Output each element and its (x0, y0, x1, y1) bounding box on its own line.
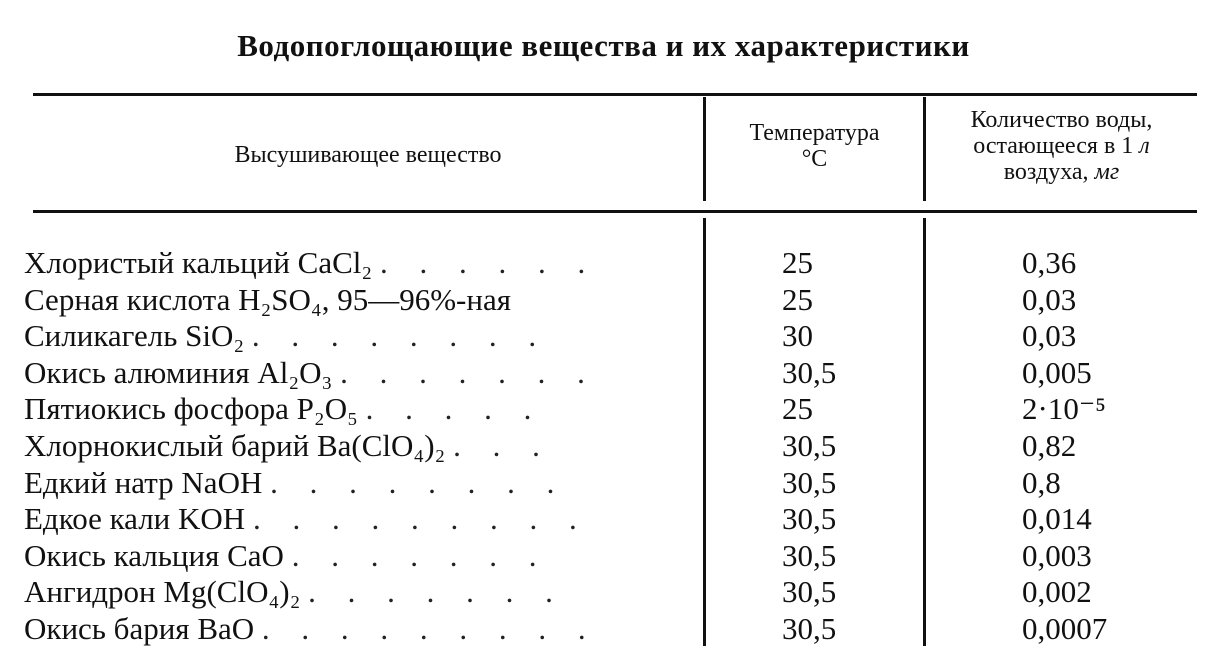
column-header-water-line2 (926, 133, 1197, 159)
column-header-substance (33, 142, 703, 168)
leader-dots: . . . . . . . . (270, 464, 567, 500)
header-bottom-rule (33, 210, 1197, 213)
column-header-temperature (706, 120, 923, 172)
substance-name: Едкое кали KOH (24, 501, 246, 537)
water-amount-cell: 0,03 (1022, 281, 1077, 317)
temperature-cell: 30,5 (782, 537, 837, 573)
substance-cell (24, 318, 674, 354)
column-header-water-line3-text: воздуха, (1003, 159, 1089, 185)
water-amount-cell: 0,014 (1022, 501, 1092, 537)
table-row (0, 355, 1207, 392)
substance-cell (24, 501, 674, 537)
table-row (0, 282, 1207, 319)
substance-name: Хлористый кальций CaCl₂ (24, 245, 373, 280)
temperature-cell: 30,5 (782, 501, 837, 537)
leader-dots: . . . . . . . (340, 354, 597, 390)
water-amount-cell: 0,82 (1022, 427, 1077, 463)
temperature-cell: 25 (782, 245, 813, 280)
table-row (0, 501, 1207, 538)
substance-cell (24, 355, 674, 391)
temperature-cell: 30,5 (782, 574, 837, 610)
column-header-water-line1: Количество воды, (970, 107, 1153, 133)
table-row (0, 574, 1207, 611)
substance-name: Окись кальция CaO (24, 537, 284, 573)
leader-dots: . . . . . . . (291, 537, 549, 573)
water-amount-cell: 0,8 (1022, 464, 1061, 500)
table-row (0, 538, 1207, 575)
leader-dots: . . . . . . . . (251, 318, 549, 354)
temperature-cell: 30,5 (782, 464, 837, 500)
substance-name: Хлорнокислый барий Ba(ClO₄)₂ (24, 427, 446, 463)
column-header-water (926, 107, 1197, 185)
temperature-cell: 25 (782, 391, 813, 427)
column-header-water-line2-text: остающееся в 1 (973, 133, 1134, 159)
substance-cell (24, 245, 674, 281)
temperature-cell: 30 (782, 318, 813, 354)
substance-name: Пятиокись фосфора P₂O₅ (24, 391, 358, 427)
table-row (0, 318, 1207, 355)
table-body (0, 245, 1207, 648)
water-amount-cell: 0,005 (1022, 354, 1092, 390)
substance-name: Ангидрон Mg(ClO₄)₂ (24, 574, 301, 610)
leader-dots: . . . (453, 427, 552, 463)
table-row (0, 465, 1207, 502)
leader-dots: . . . . . . . . . (252, 501, 589, 537)
water-amount-cell: 0,03 (1022, 318, 1077, 354)
column-header-substance-label: Высушивающее вещество (234, 142, 502, 168)
leader-dots: . . . . . . (379, 245, 598, 280)
top-rule (33, 93, 1197, 96)
table-row (0, 611, 1207, 648)
substance-name: Серная кислота H₂SO₄, 95—96%-ная (24, 281, 511, 317)
water-amount-cell: 0,36 (1022, 245, 1077, 280)
table-title: Водопоглощающие вещества и их характеристики (237, 28, 970, 63)
column-header-temperature-unit: °C (801, 146, 828, 172)
substance-cell (24, 574, 674, 610)
substance-cell (24, 465, 674, 501)
temperature-cell: 25 (782, 281, 813, 317)
column-header-water-line3-unit: мг (1094, 159, 1120, 185)
temperature-cell: 30,5 (782, 354, 837, 390)
temperature-cell: 30,5 (782, 427, 837, 463)
leader-dots: . . . . . . . (308, 574, 565, 610)
water-amount-cell: 0,0007 (1022, 610, 1108, 646)
water-amount-cell: 2·10⁻⁵ (1022, 391, 1106, 427)
leader-dots: . . . . . . . . . (261, 610, 598, 646)
substance-name: Силикагель SiO₂ (24, 318, 245, 354)
substance-name: Окись бария BaO (24, 610, 255, 646)
temperature-cell: 30,5 (782, 610, 837, 646)
table-row (0, 245, 1207, 282)
substance-name: Едкий натр NaOH (24, 464, 263, 500)
table-row (0, 391, 1207, 428)
column-header-water-line2-unit: л (1139, 133, 1150, 159)
table-row (0, 428, 1207, 465)
column-header-temperature-line1: Температура (749, 120, 880, 146)
column-header-water-line3 (926, 159, 1197, 185)
substance-cell (24, 282, 674, 318)
water-amount-cell: 0,002 (1022, 574, 1092, 610)
substance-cell (24, 391, 674, 427)
substance-cell (24, 538, 674, 574)
leader-dots: . . . . . (365, 391, 544, 427)
substance-cell (24, 611, 674, 647)
substance-name: Окись алюминия Al₂O₃ (24, 354, 333, 390)
water-amount-cell: 0,003 (1022, 537, 1092, 573)
substance-cell (24, 428, 674, 464)
